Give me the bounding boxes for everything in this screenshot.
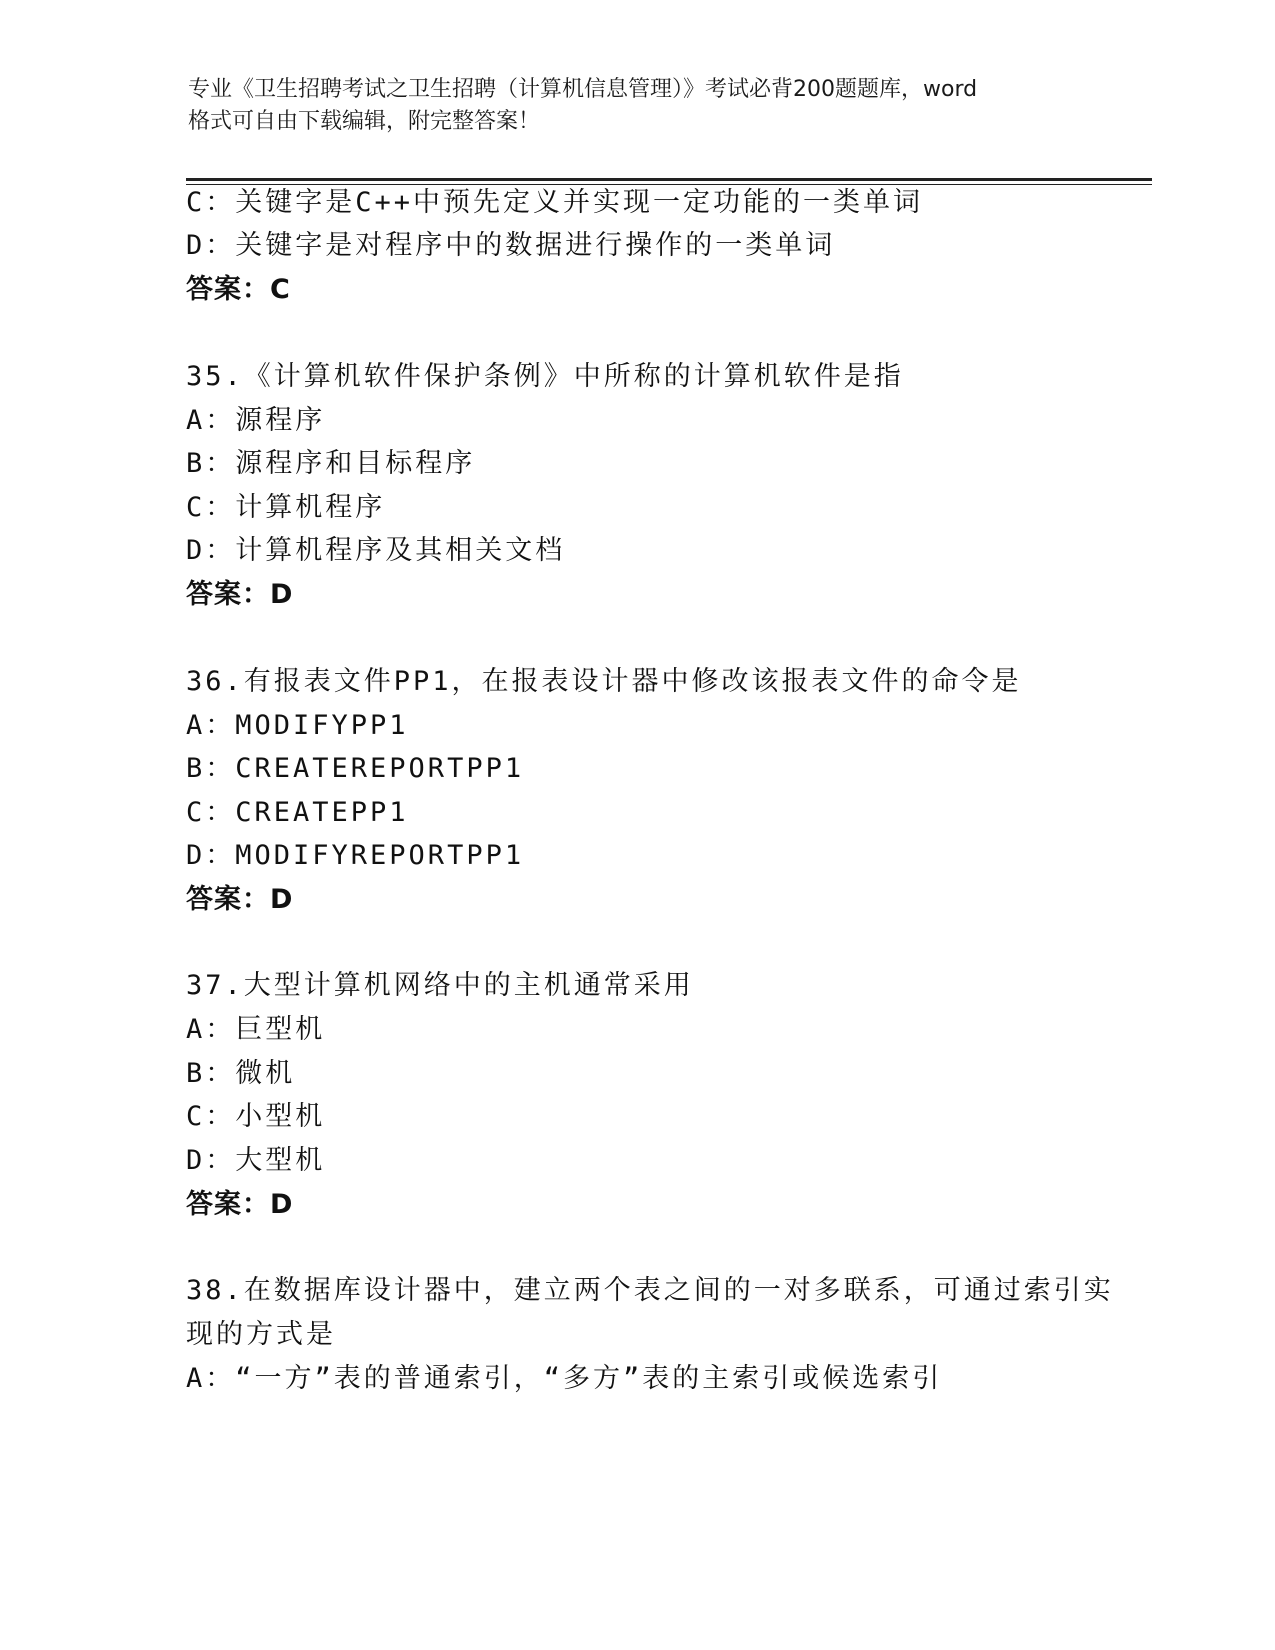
q35-option-c: C：计算机程序 <box>186 492 386 523</box>
q34-option-d: D：关键字是对程序中的数据进行操作的一类单词 <box>186 230 836 261</box>
q35-option-d: D：计算机程序及其相关文档 <box>186 535 566 566</box>
q36-answer: 答案：D <box>186 884 294 915</box>
q36-option-d: D：MODIFYREPORTPP1 <box>186 840 525 871</box>
q37-option-a: A：巨型机 <box>186 1014 326 1045</box>
q36-stem: 36.有报表文件PP1，在报表设计器中修改该报表文件的命令是 <box>186 666 1022 697</box>
q38-option-a: A：“一方”表的普通索引，“多方”表的主索引或候选索引 <box>186 1363 943 1394</box>
q38-stem-line-2: 现的方式是 <box>186 1319 336 1350</box>
header-divider-thin <box>186 184 1152 185</box>
q36-option-a: A：MODIFYPP1 <box>186 710 409 741</box>
q35-option-b: B：源程序和目标程序 <box>186 448 476 479</box>
q37-option-c: C：小型机 <box>186 1101 326 1132</box>
q35-option-a: A：源程序 <box>186 405 326 436</box>
q35-stem: 35.《计算机软件保护条例》中所称的计算机软件是指 <box>186 361 904 392</box>
q37-option-d: D：大型机 <box>186 1145 326 1176</box>
header-divider-thick <box>186 178 1152 181</box>
q34-option-c: C：关键字是C++中预先定义并实现一定功能的一类单词 <box>186 187 924 218</box>
header-line-1: 专业《卫生招聘考试之卫生招聘（计算机信息管理）》考试必背200题题库，word <box>188 77 978 102</box>
q37-stem: 37.大型计算机网络中的主机通常采用 <box>186 970 694 1001</box>
q35-answer: 答案：D <box>186 579 294 610</box>
q36-option-c: C：CREATEPP1 <box>186 797 409 828</box>
document-header <box>188 74 1088 138</box>
header-line-2: 格式可自由下载编辑，附完整答案！ <box>188 109 541 134</box>
q36-option-b: B：CREATEREPORTPP1 <box>186 753 525 784</box>
q38-stem-line-1: 38.在数据库设计器中，建立两个表之间的一对多联系，可通过索引实 <box>186 1275 1114 1306</box>
q37-answer: 答案：D <box>186 1189 294 1220</box>
q34-answer: 答案：C <box>186 274 291 305</box>
q37-option-b: B：微机 <box>186 1058 296 1089</box>
